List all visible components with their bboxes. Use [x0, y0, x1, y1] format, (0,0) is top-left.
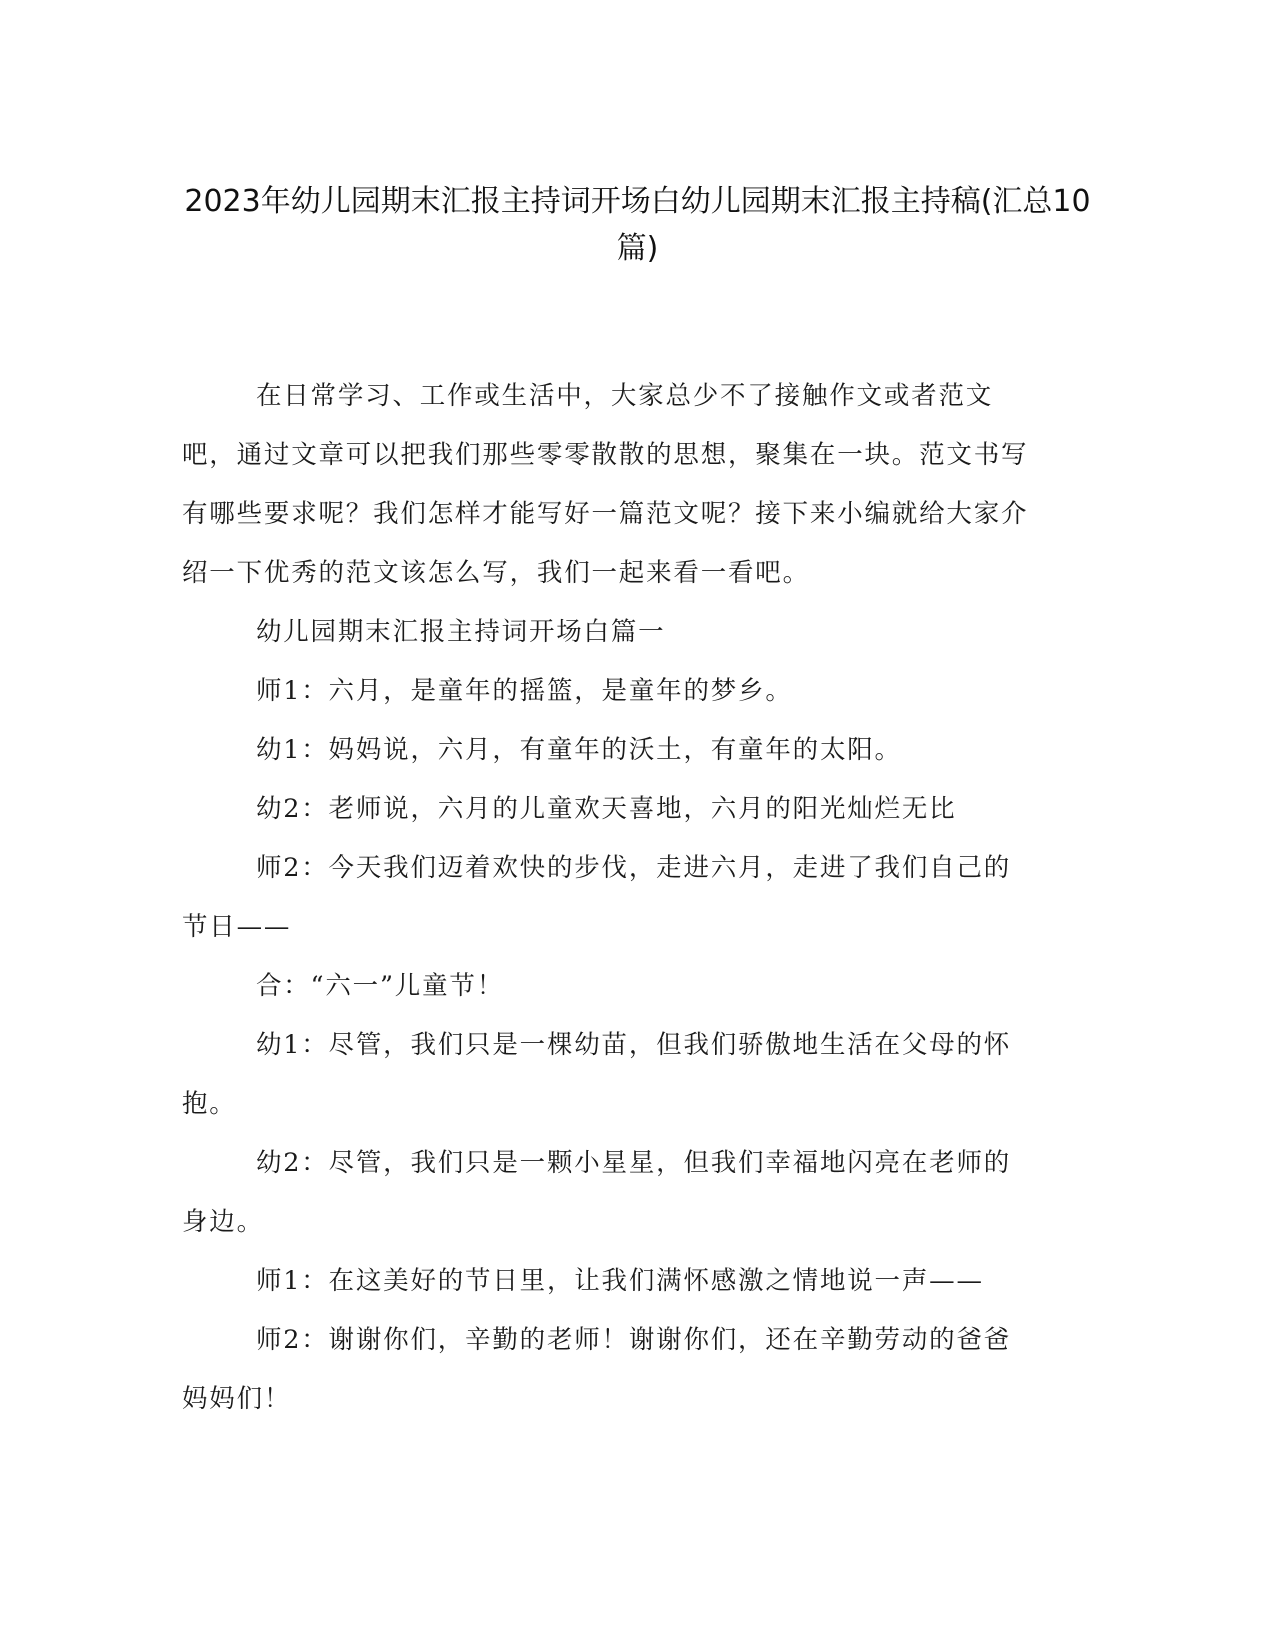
dialogue-line: 师2：今天我们迈着欢快的步伐，走进六月，走进了我们自己的节日—— [182, 853, 1012, 942]
document-title: 2023年幼儿园期末汇报主持词开场白幼儿园期末汇报主持稿(汇总10篇) [184, 184, 1091, 266]
dialogue-line: 师1：六月，是童年的摇篮，是童年的梦乡。 [255, 676, 793, 706]
dialogue-line: 师1：在这美好的节日里，让我们满怀感激之情地说一声—— [255, 1266, 984, 1296]
dialogue-line: 合：“六一”儿童节！ [255, 971, 505, 1001]
dialogue-line: 幼1：妈妈说，六月，有童年的沃土，有童年的太阳。 [255, 735, 902, 765]
document-body [182, 367, 1032, 1429]
dialogue-line: 幼2：老师说，六月的儿童欢天喜地，六月的阳光灿烂无比 [255, 794, 957, 824]
dialogue-line: 幼2：尽管，我们只是一颗小星星，但我们幸福地闪亮在老师的身边。 [182, 1148, 1012, 1237]
section-heading: 幼儿园期末汇报主持词开场白篇一 [255, 617, 666, 647]
dialogue-line: 师2：谢谢你们，辛勤的老师！谢谢你们，还在辛勤劳动的爸爸妈妈们！ [182, 1325, 1012, 1414]
dialogue-line: 幼1：尽管，我们只是一棵幼苗，但我们骄傲地生活在父母的怀抱。 [182, 1030, 1012, 1119]
intro-paragraph: 在日常学习、工作或生活中，大家总少不了接触作文或者范文吧，通过文章可以把我们那些零零散散的思想，聚集在一块。范文书写有哪些要求呢？我们怎样才能写好一篇范文呢？接下来小编就给大家介绍一下优秀的范文该怎么写，我们一起来看一看吧。 [182, 381, 1029, 588]
